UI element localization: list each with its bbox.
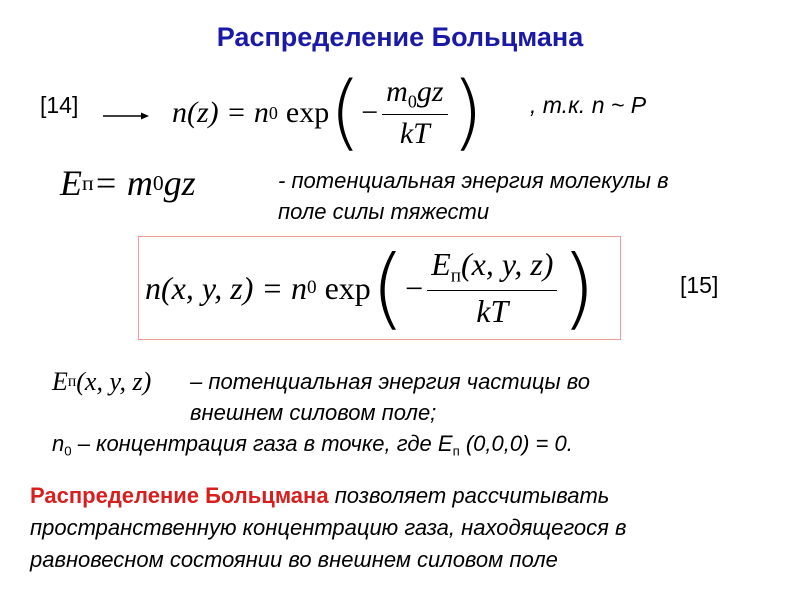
energy-E-sub: п xyxy=(82,170,94,195)
definition-lines xyxy=(190,366,590,428)
eq15-num-E: E xyxy=(431,246,451,283)
def-line2: внешнем силовом поле; xyxy=(190,400,437,425)
energy-rhs: = m xyxy=(93,163,153,203)
energy-description xyxy=(278,165,669,227)
conclusion-line3: равновесном состоянии во внешнем силовом поле xyxy=(30,547,558,572)
conclusion-highlight: Распределение Больцмана xyxy=(30,483,329,508)
slide-title: Распределение Больцмана xyxy=(216,22,584,52)
eq14-den: kT xyxy=(399,117,430,151)
def-line1: – потенциальная энергия частицы во xyxy=(190,369,590,394)
eq14-num-rest: gz xyxy=(416,74,444,108)
conclusion-line2: пространственную концентрацию газа, находящегося в xyxy=(30,515,627,540)
energy-E: E xyxy=(60,163,82,203)
definition-energy-symbol xyxy=(52,366,151,398)
equation-14: n(z) = n 0 exp ( − $\frac{m_0gz}{kT}$ ) xyxy=(172,65,484,160)
equation-15: n(x, y, z) = n 0 exp ( − $\frac{E_п(x, y, z)}{kT}$ ) xyxy=(145,236,596,339)
eq14-n0-sub: 0 xyxy=(268,102,278,123)
def-line3-rest: – концентрация газа в точке, где Е xyxy=(71,431,453,456)
eq15-minus: − xyxy=(405,269,424,306)
definition-n0-line xyxy=(52,428,573,467)
def-E: E xyxy=(52,367,68,396)
equation-15-label: [15] xyxy=(680,272,719,298)
eq14-lhs: n(z) = n xyxy=(172,96,269,129)
energy-equation xyxy=(60,160,196,206)
energy-m-sub: 0 xyxy=(152,170,164,195)
equation-14-note: , т.к. n ~ P xyxy=(530,92,647,118)
eq15-fraction xyxy=(427,246,557,330)
equation-14-label: [14] xyxy=(40,92,79,118)
def-n-main: n xyxy=(52,431,65,456)
conclusion-line1-rest: позволяет рассчитывать xyxy=(328,483,610,508)
energy-desc-line1: - потенциальная энергия молекулы в xyxy=(278,168,669,193)
eq14-exp: exp xyxy=(285,96,330,129)
def-args: (x, y, z) xyxy=(76,367,152,396)
def-E-sub: п xyxy=(67,373,77,390)
energy-desc-line2: поле силы тяжести xyxy=(278,199,490,224)
energy-rhs-rest: gz xyxy=(163,163,196,203)
arrow-right-icon xyxy=(103,111,149,121)
conclusion xyxy=(30,480,627,576)
eq15-exp: exp xyxy=(324,269,371,306)
eq15-den: kT xyxy=(476,292,509,329)
eq15-n0-sub: 0 xyxy=(307,277,317,298)
eq15-num-rest: (x, y, z) xyxy=(461,246,554,283)
def-line3-end: (0,0,0) = 0. xyxy=(459,431,573,456)
eq14-minus: − xyxy=(361,96,379,129)
def-n-sub: 0 xyxy=(64,443,72,459)
eq15-num-E-sub: п xyxy=(450,265,462,287)
eq14-fraction xyxy=(382,75,447,151)
eq15-lhs: n(x, y, z) = n xyxy=(145,269,307,306)
def-line3-sub: п xyxy=(452,443,460,459)
eq14-num-m: m xyxy=(386,74,408,108)
eq14-num-sub: 0 xyxy=(407,91,417,112)
